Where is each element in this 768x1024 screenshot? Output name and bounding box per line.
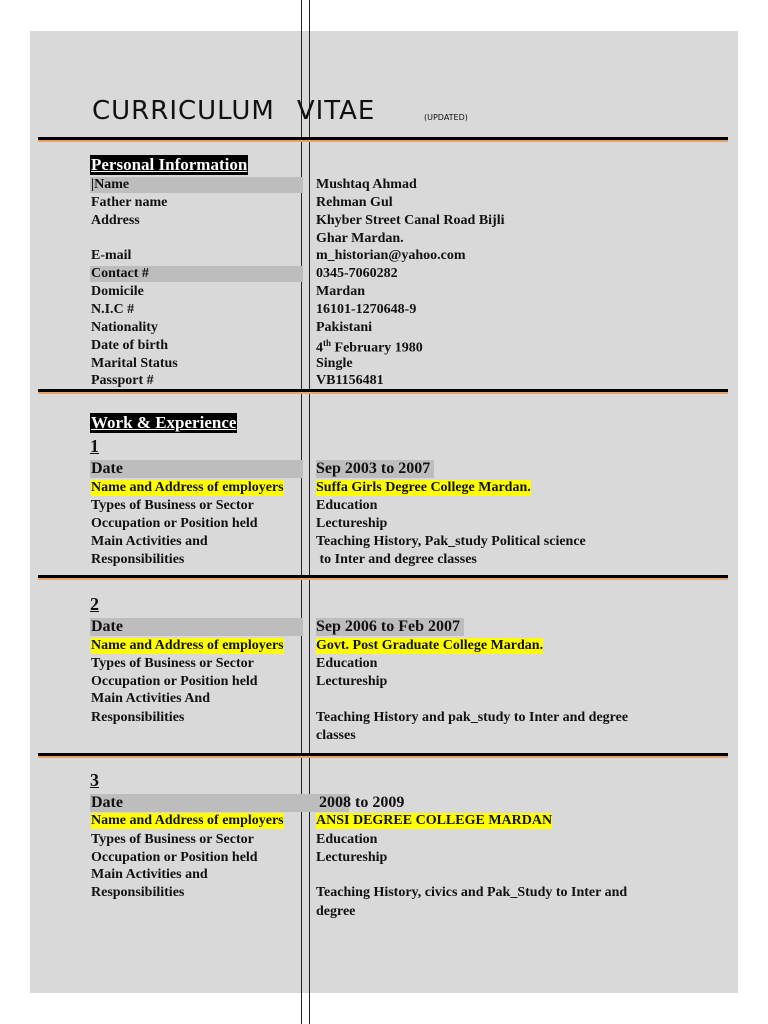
job-activities-row-2: Responsibilities to Inter and degree classes	[91, 552, 477, 567]
info-row-marital: Marital Status Single	[91, 356, 353, 371]
document-title	[92, 96, 375, 126]
updated-tag: (UPDATED)	[424, 113, 468, 122]
job-number: 3	[90, 770, 99, 790]
job-activities-row: Main Activities and Teaching History, Pak_study Political science	[91, 534, 586, 549]
section-rule	[38, 753, 728, 756]
job-employer-row: Name and Address of employers Govt. Post Graduate College Mardan.	[91, 638, 544, 653]
job-number: 1	[90, 436, 99, 456]
job-business-row: Types of Business or Sector Education	[91, 656, 378, 671]
work-experience-heading: Work & Experience	[91, 413, 237, 432]
info-row-address-line2: Ghar Mardan.	[316, 231, 404, 246]
info-row-passport: Passport # VB1156481	[91, 373, 384, 388]
info-row-dob: Date of birth 4th February 1980	[91, 338, 423, 356]
info-row-domicile: Domicile Mardan	[91, 284, 365, 299]
personal-information-heading: Personal Information	[91, 155, 248, 174]
job-date-row: Date Sep 2006 to Feb 2007	[0, 618, 768, 638]
info-row-contact: Contact # 0345-7060282	[91, 266, 398, 281]
job-date-row: Date Sep 2003 to 2007	[0, 460, 768, 480]
job-activities-row: Responsibilities Teaching History, civics and Pak_Study to Inter and	[91, 885, 628, 900]
job-activities-label-row: Main Activities And	[91, 691, 211, 706]
info-row-email: E-mail m_historian@yahoo.com	[91, 248, 466, 263]
job-date-row: Date 2008 to 2009	[91, 794, 405, 811]
job-activities-row-2: classes	[316, 728, 356, 743]
job-occupation-row: Occupation or Position held Lectureship	[91, 674, 388, 689]
info-row-nationality: Nationality Pakistani	[91, 320, 373, 335]
info-row-address: Address Khyber Street Canal Road Bijli	[91, 213, 505, 228]
info-row-nic: N.I.C # 16101-1270648-9	[91, 302, 417, 317]
job-activities-row-2: degree	[316, 904, 356, 919]
section-rule	[38, 389, 728, 392]
job-employer-row: Name and Address of employers ANSI DEGREE COLLEGE MARDAN	[91, 813, 553, 828]
title-word-curriculum: CURRICULUM	[92, 96, 275, 126]
job-employer-row: Name and Address of employers Suffa Girls Degree College Mardan.	[91, 480, 531, 495]
job-activities-label-row: Main Activities and	[91, 867, 208, 882]
title-word-vitae: VITAE	[296, 96, 376, 126]
job-occupation-row: Occupation or Position held Lectureship	[91, 850, 388, 865]
info-row-father: Father name Rehman Gul	[91, 195, 393, 210]
job-occupation-row: Occupation or Position held Lectureship	[91, 516, 388, 531]
job-number: 2	[90, 594, 99, 614]
section-rule	[38, 575, 728, 578]
job-activities-row: Responsibilities Teaching History and pak_study to Inter and degree	[91, 710, 629, 725]
job-business-row: Types of Business or Sector Education	[91, 832, 378, 847]
section-rule	[38, 137, 728, 140]
info-row-name: |Name Mushtaq Ahmad	[91, 177, 417, 192]
job-business-row: Types of Business or Sector Education	[91, 498, 378, 513]
